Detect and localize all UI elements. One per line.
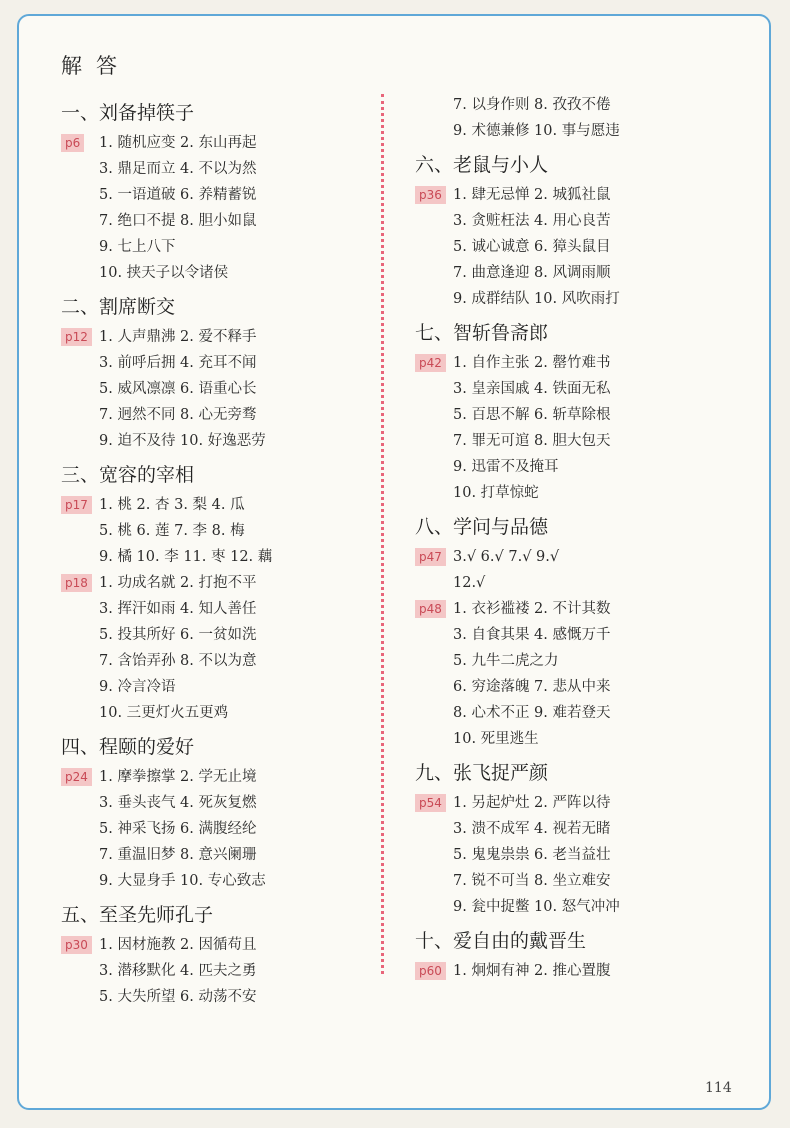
answer-text: 3. 皇亲国戚 4. 铁面无私 bbox=[453, 381, 611, 397]
answer-text: 5. 投其所好 6. 一贫如洗 bbox=[99, 627, 257, 643]
answer-text: 5. 鬼鬼祟祟 6. 老当益壮 bbox=[453, 847, 611, 863]
section-title: 十、爱自由的戴晋生 bbox=[415, 930, 587, 952]
answer-text: 1. 肆无忌惮 2. 城狐社鼠 bbox=[453, 187, 611, 203]
answer-text: 7. 锐不可当 8. 坐立难安 bbox=[453, 873, 611, 889]
answer-page bbox=[17, 14, 771, 1110]
answer-line bbox=[61, 764, 381, 790]
page-ref-tag: p60 bbox=[415, 962, 446, 980]
answer-line bbox=[61, 596, 381, 622]
answer-line bbox=[61, 402, 381, 428]
answer-text: 5. 大失所望 6. 动荡不安 bbox=[99, 989, 257, 1005]
answer-line bbox=[415, 648, 735, 674]
page-ref-tag: p48 bbox=[415, 600, 446, 618]
answer-line bbox=[61, 790, 381, 816]
answer-text: 3. 垂头丧气 4. 死灰复燃 bbox=[99, 795, 257, 811]
answer-line bbox=[415, 674, 735, 700]
answer-text: 5. 百思不解 6. 斩草除根 bbox=[453, 407, 611, 423]
answer-text: 3.√ 6.√ 7.√ 9.√ bbox=[453, 549, 560, 565]
answer-line bbox=[61, 674, 381, 700]
answer-text: 1. 炯炯有神 2. 推心置腹 bbox=[453, 963, 611, 979]
answer-line bbox=[415, 350, 735, 376]
left-column bbox=[61, 92, 381, 1010]
answer-line bbox=[61, 234, 381, 260]
answer-line bbox=[415, 92, 735, 118]
answer-line bbox=[415, 402, 735, 428]
answer-line bbox=[61, 130, 381, 156]
answer-line bbox=[61, 700, 381, 726]
answer-text: 1. 衣衫褴褛 2. 不计其数 bbox=[453, 601, 611, 617]
answer-line bbox=[61, 622, 381, 648]
right-column bbox=[415, 92, 735, 984]
page-ref-tag: p24 bbox=[61, 768, 92, 786]
answer-text: 9. 瓮中捉鳖 10. 怒气冲冲 bbox=[453, 899, 620, 915]
answer-line bbox=[61, 842, 381, 868]
answer-text: 10. 死里逃生 bbox=[453, 731, 539, 747]
section-title: 九、张飞捉严颜 bbox=[415, 762, 549, 784]
answer-line bbox=[415, 816, 735, 842]
section-title: 一、刘备掉筷子 bbox=[61, 102, 195, 124]
answer-line bbox=[415, 234, 735, 260]
answer-text: 1. 自作主张 2. 罄竹难书 bbox=[453, 355, 611, 371]
section-title: 五、至圣先师孔子 bbox=[61, 904, 214, 926]
answer-text: 9. 成群结队 10. 风吹雨打 bbox=[453, 291, 620, 307]
answer-line bbox=[61, 984, 381, 1010]
page-ref-tag: p30 bbox=[61, 936, 92, 954]
answer-text: 1. 随机应变 2. 东山再起 bbox=[99, 135, 257, 151]
answer-line bbox=[61, 492, 381, 518]
answer-line bbox=[415, 454, 735, 480]
answer-text: 3. 潜移默化 4. 匹夫之勇 bbox=[99, 963, 257, 979]
answer-line bbox=[415, 700, 735, 726]
answer-text: 9. 冷言冷语 bbox=[99, 679, 176, 695]
answer-text: 3. 自食其果 4. 感慨万千 bbox=[453, 627, 611, 643]
page-ref-tag: p42 bbox=[415, 354, 446, 372]
answer-text: 5. 桃 6. 莲 7. 李 8. 梅 bbox=[99, 523, 245, 539]
page-ref-tag: p36 bbox=[415, 186, 446, 204]
answer-text: 7. 以身作则 8. 孜孜不倦 bbox=[453, 97, 611, 113]
answer-text: 8. 心术不正 9. 难若登天 bbox=[453, 705, 611, 721]
section-title: 六、老鼠与小人 bbox=[415, 154, 549, 176]
answer-line bbox=[415, 376, 735, 402]
answer-text: 3. 贪赃枉法 4. 用心良苦 bbox=[453, 213, 611, 229]
answer-line bbox=[415, 842, 735, 868]
answer-text: 7. 迥然不同 8. 心无旁骛 bbox=[99, 407, 257, 423]
answer-text: 5. 九牛二虎之力 bbox=[453, 653, 559, 669]
answer-line bbox=[415, 622, 735, 648]
answer-line bbox=[61, 428, 381, 454]
column-divider bbox=[381, 94, 384, 974]
answer-line bbox=[415, 894, 735, 920]
answer-text: 1. 因材施教 2. 因循苟且 bbox=[99, 937, 257, 953]
answer-line bbox=[61, 816, 381, 842]
answer-text: 7. 罪无可逭 8. 胆大包天 bbox=[453, 433, 611, 449]
answer-line bbox=[415, 570, 735, 596]
answer-line bbox=[415, 208, 735, 234]
answer-line bbox=[415, 958, 735, 984]
answer-text: 3. 挥汗如雨 4. 知人善任 bbox=[99, 601, 257, 617]
answer-text: 7. 含饴弄孙 8. 不以为意 bbox=[99, 653, 257, 669]
answer-text: 9. 大显身手 10. 专心致志 bbox=[99, 873, 266, 889]
answer-text: 7. 绝口不提 8. 胆小如鼠 bbox=[99, 213, 257, 229]
answer-text: 9. 迅雷不及掩耳 bbox=[453, 459, 559, 475]
answer-text: 6. 穷途落魄 7. 悲从中来 bbox=[453, 679, 611, 695]
page-ref-tag: p6 bbox=[61, 134, 84, 152]
answer-text: 1. 功成名就 2. 打抱不平 bbox=[99, 575, 257, 591]
answer-line bbox=[61, 932, 381, 958]
section-title: 七、智斩鲁斋郎 bbox=[415, 322, 549, 344]
section-title: 四、程颐的爱好 bbox=[61, 736, 195, 758]
answer-text: 12.√ bbox=[453, 575, 486, 591]
answer-line bbox=[61, 570, 381, 596]
answer-line bbox=[61, 156, 381, 182]
page-ref-tag: p47 bbox=[415, 548, 446, 566]
answer-line bbox=[415, 428, 735, 454]
section-title: 三、宽容的宰相 bbox=[61, 464, 195, 486]
answer-text: 5. 一语道破 6. 养精蓄锐 bbox=[99, 187, 257, 203]
answer-line bbox=[415, 182, 735, 208]
answer-text: 5. 威风凛凛 6. 语重心长 bbox=[99, 381, 257, 397]
answer-text: 10. 打草惊蛇 bbox=[453, 485, 539, 501]
answer-line bbox=[61, 260, 381, 286]
section-title: 二、割席断交 bbox=[61, 296, 176, 318]
answer-line bbox=[61, 208, 381, 234]
answer-line bbox=[415, 260, 735, 286]
answer-text: 10. 三更灯火五更鸡 bbox=[99, 705, 229, 721]
answer-text: 10. 挟天子以令诸侯 bbox=[99, 265, 229, 281]
answer-text: 9. 橘 10. 李 11. 枣 12. 藕 bbox=[99, 549, 273, 565]
answer-line bbox=[415, 118, 735, 144]
answer-line bbox=[61, 958, 381, 984]
answer-line bbox=[61, 648, 381, 674]
answer-text: 1. 人声鼎沸 2. 爱不释手 bbox=[99, 329, 257, 345]
answer-line bbox=[415, 790, 735, 816]
answer-line bbox=[61, 518, 381, 544]
answer-text: 9. 迫不及待 10. 好逸恶劳 bbox=[99, 433, 266, 449]
answer-text: 1. 桃 2. 杏 3. 梨 4. 瓜 bbox=[99, 497, 245, 513]
answer-line bbox=[61, 376, 381, 402]
page-heading: 解答 bbox=[61, 54, 131, 78]
answer-text: 9. 术德兼修 10. 事与愿违 bbox=[453, 123, 620, 139]
answer-line bbox=[61, 544, 381, 570]
answer-text: 7. 曲意逢迎 8. 风调雨顺 bbox=[453, 265, 611, 281]
answer-line bbox=[415, 596, 735, 622]
answer-text: 5. 神采飞扬 6. 满腹经纶 bbox=[99, 821, 257, 837]
page-number: 114 bbox=[705, 1080, 732, 1096]
answer-line bbox=[61, 324, 381, 350]
answer-line bbox=[61, 868, 381, 894]
page-ref-tag: p17 bbox=[61, 496, 92, 514]
answer-line bbox=[415, 868, 735, 894]
answer-line bbox=[415, 726, 735, 752]
answer-text: 1. 另起炉灶 2. 严阵以待 bbox=[453, 795, 611, 811]
page-ref-tag: p18 bbox=[61, 574, 92, 592]
answer-line bbox=[61, 182, 381, 208]
answer-line bbox=[415, 544, 735, 570]
answer-text: 9. 七上八下 bbox=[99, 239, 176, 255]
answer-line bbox=[415, 286, 735, 312]
answer-text: 3. 前呼后拥 4. 充耳不闻 bbox=[99, 355, 257, 371]
answer-text: 1. 摩拳擦掌 2. 学无止境 bbox=[99, 769, 257, 785]
answer-text: 3. 鼎足而立 4. 不以为然 bbox=[99, 161, 257, 177]
answer-text: 7. 重温旧梦 8. 意兴阑珊 bbox=[99, 847, 257, 863]
answer-text: 3. 溃不成军 4. 视若无睹 bbox=[453, 821, 611, 837]
page-ref-tag: p12 bbox=[61, 328, 92, 346]
answer-text: 5. 诚心诚意 6. 獐头鼠目 bbox=[453, 239, 611, 255]
answer-line bbox=[415, 480, 735, 506]
answer-line bbox=[61, 350, 381, 376]
page-ref-tag: p54 bbox=[415, 794, 446, 812]
section-title: 八、学问与品德 bbox=[415, 516, 549, 538]
